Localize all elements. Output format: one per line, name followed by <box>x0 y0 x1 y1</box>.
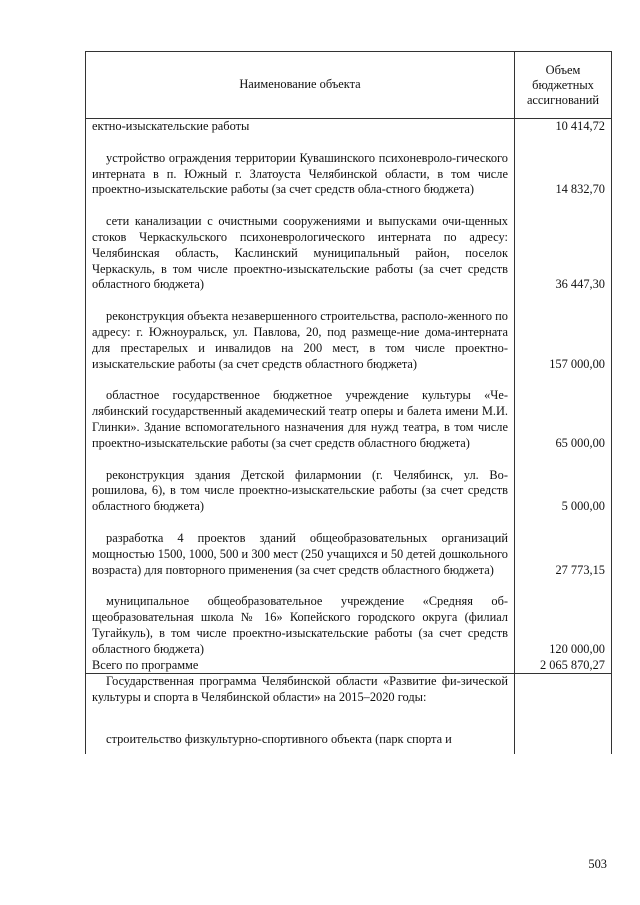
header-budget-amount: Объем бюджетных ассигнований <box>515 52 612 119</box>
row-amount: 157 000,00 <box>515 309 612 372</box>
table-row <box>86 309 612 372</box>
row-amount: 14 832,70 <box>515 151 612 198</box>
row-name: реконструкция здания Детской филармонии (г. Челябинск, ул. Во-рошилова, 6), в том числе проектно-изыскательские работы (за счет средств областного бюджета) <box>86 468 515 515</box>
row-name: сети канализации с очистными сооружениями и выпусками очи-щенных стоков Черкаскульского психоневрологического интерната по адресу: Челябинская область, Каслинский муниципальный район, поселок Черкаскуль, в том числе проектно-изыскательские работы (за счет средств областного бюджета) <box>86 214 515 293</box>
table-row <box>86 151 612 198</box>
table-row <box>86 468 612 515</box>
total-amount: 2 065 870,27 <box>515 658 612 674</box>
table-row <box>86 732 612 754</box>
page-number: 503 <box>588 857 607 871</box>
row-name: устройство ограждения территории Кувашинского психоневроло-гического интерната в п. Южный г. Златоуста Челябинской области, в том числе проектно-изыскательские работы (за счет средств обла-стного бюджета) <box>86 151 515 198</box>
total-row <box>86 658 612 674</box>
program-amount <box>515 674 612 706</box>
row-amount <box>515 732 612 754</box>
program-row <box>86 674 612 706</box>
table-row <box>86 388 612 451</box>
table-row <box>86 531 612 578</box>
header-object-name: Наименование объекта <box>86 52 515 119</box>
row-amount: 120 000,00 <box>515 594 612 657</box>
row-amount: 5 000,00 <box>515 468 612 515</box>
row-name: областное государственное бюджетное учреждение культуры «Че-лябинский государственный академический театр оперы и балета имени М.И. Глинки». Здание вспомогательного назначения для нужд театра, в том числе проектно-изыскательские работы (за счет средств областного бюджета) <box>86 388 515 451</box>
row-name: ектно-изыскательские работы <box>86 119 515 135</box>
table-row <box>86 594 612 657</box>
row-amount: 10 414,72 <box>515 119 612 135</box>
row-amount: 65 000,00 <box>515 388 612 451</box>
row-name: реконструкция объекта незавершенного строительства, располо-женного по адресу: г. Южноуральск, ул. Павлова, 20, под размеще-ние дома-интерната для престарелых и инвалидов на 200 мест, в том числе проектно-изыскательские работы (за счет средств областного бюджета) <box>86 309 515 372</box>
row-amount: 36 447,30 <box>515 214 612 293</box>
row-name: строительство физкультурно-спортивного объекта (парк спорта и <box>86 732 515 754</box>
table-row <box>86 214 612 293</box>
row-name: муниципальное общеобразовательное учреждение «Средняя об-щеобразовательная школа № 16» Копейского городского округа (филиал Тугайкуль), в том числе проектно-изыскательские работы (за счет средств областного бюджета) <box>86 594 515 657</box>
budget-table <box>85 51 612 754</box>
table-header-row <box>86 52 612 119</box>
program-title: Государственная программа Челябинской области «Развитие фи-зической культуры и спорта в Челябинской области» на 2015–2020 годы: <box>86 674 515 706</box>
row-amount: 27 773,15 <box>515 531 612 578</box>
total-label: Всего по программе <box>86 658 515 674</box>
table-row <box>86 119 612 135</box>
row-name: разработка 4 проектов зданий общеобразовательных организаций мощностью 1500, 1000, 500 и 300 мест (250 учащихся и 50 детей дошкольного возраста) для повторного применения (за счет средств областного бюджета) <box>86 531 515 578</box>
